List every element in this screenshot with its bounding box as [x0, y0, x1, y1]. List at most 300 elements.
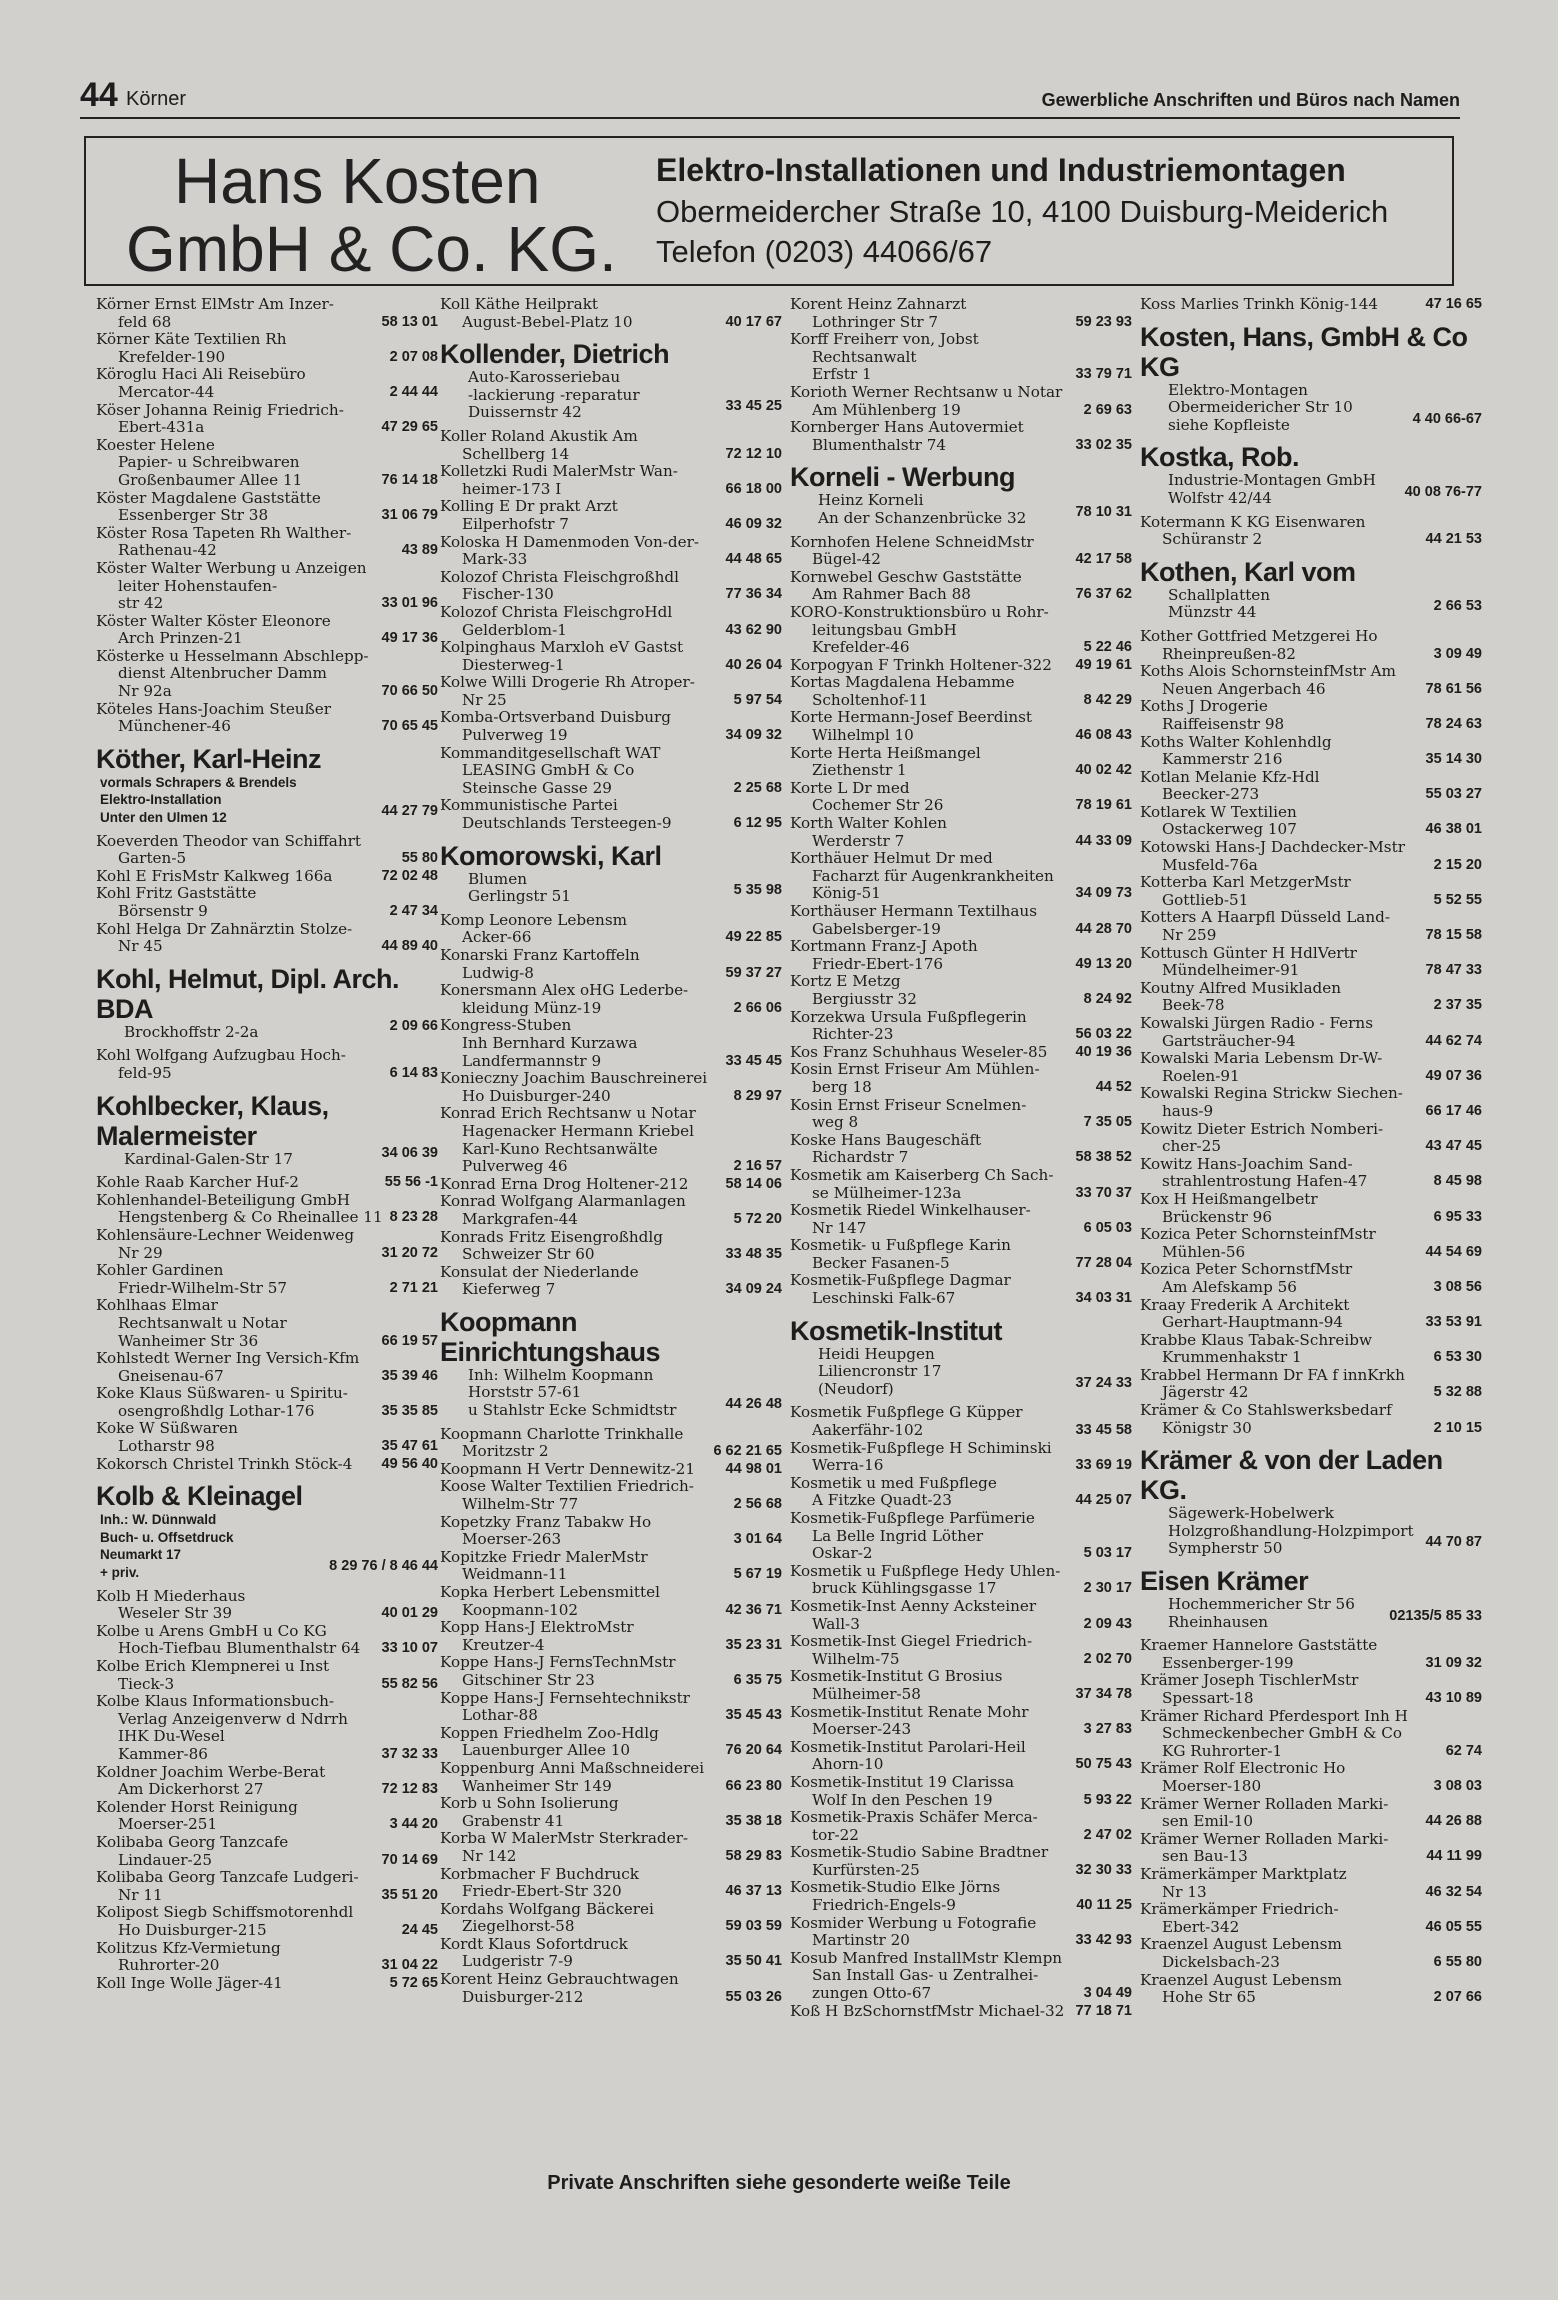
- listing-entry: [440, 1654, 782, 1689]
- listing-entry: [790, 1167, 1132, 1202]
- listing-detail-line: feld 68: [118, 312, 172, 331]
- listing-detail-line: Kieferweg 7: [462, 1280, 556, 1299]
- listing-entry: [96, 1693, 438, 1763]
- listing-detail-line: Rechtsanwalt u Notar: [118, 1313, 287, 1332]
- listing-detail-line: Essenberger-199: [1162, 1653, 1294, 1672]
- listing-entry: [96, 1456, 438, 1474]
- listing-detail-line: sen Bau-13: [1162, 1847, 1248, 1866]
- listing-name: Kohlbecker, Klaus, Malermeister: [96, 1090, 329, 1151]
- listing-entry: [1140, 980, 1482, 1015]
- listing-detail-line: Ebert-431a: [118, 418, 205, 437]
- listing-phone: 66 18 00: [725, 480, 782, 497]
- listing-phone: 44 62 74: [1425, 1032, 1482, 1049]
- listing-name: Kraenzel August Lebensm: [1140, 1970, 1342, 1989]
- listing-phone: 5 67 19: [733, 1566, 782, 1583]
- listing-detail-line: Am Alefskamp 56: [1162, 1277, 1297, 1296]
- listing-name: Kolb H Miederhaus: [96, 1586, 246, 1605]
- listing-name: Kosmetik- u Fußpflege Karin: [790, 1236, 1011, 1255]
- listing-detail-line: Richter-23: [812, 1025, 894, 1044]
- listing-entry: [790, 331, 1132, 384]
- listing-name: Kopetzky Franz Tabakw Ho: [440, 1512, 652, 1531]
- listing-name: Kolbe u Arens GmbH u Co KG: [96, 1621, 327, 1640]
- listing-phone: 77 28 04: [1075, 1254, 1132, 1271]
- listing-name: Korth Walter Kohlen: [790, 814, 947, 833]
- listing-phone: 47 29 65: [381, 419, 438, 436]
- listing-entry: [96, 1350, 438, 1385]
- listing-detail-line: Beecker-273: [1162, 785, 1260, 804]
- listing-subline: Inh.: W. Dünnwald: [100, 1512, 217, 1528]
- listing-detail-line: Gelderblom-1: [462, 620, 567, 639]
- listing-detail-line: heimer-173 I: [462, 479, 562, 498]
- listing-detail-line: Oskar-2: [812, 1544, 873, 1563]
- listing-phone: 78 47 33: [1425, 962, 1482, 979]
- listing-detail-line: Am Dickerhorst 27: [118, 1780, 264, 1799]
- listing-name: Kolb & Kleinagel: [96, 1481, 303, 1512]
- listing-detail-line: Essenberger Str 38: [118, 506, 269, 525]
- section-title: Gewerbliche Anschriften und Büros nach Namen: [1041, 90, 1460, 110]
- listing-phone: 2 47 02: [1083, 1826, 1132, 1843]
- listing-name: Kordt Klaus Sofortdruck: [440, 1934, 628, 1953]
- listing-detail-line: strahlentrostung Hafen-47: [1162, 1172, 1368, 1191]
- listing-phone: 2 56 68: [733, 1496, 782, 1513]
- listing-detail-line: Karl-Kuno Rechtsanwälte: [462, 1139, 658, 1158]
- listing-name: Kortmann Franz-J Apoth: [790, 937, 978, 956]
- listing-phone: 43 62 90: [725, 621, 782, 638]
- featured-listing: [1140, 557, 1482, 622]
- listing-detail-line: Werra-16: [812, 1456, 884, 1475]
- listing-phone: 77 36 34: [725, 586, 782, 603]
- listing-phone: 44 70 87: [1425, 1534, 1482, 1551]
- listing-phone: 6 05 03: [1083, 1219, 1132, 1236]
- listing-phone: 76 20 64: [725, 1742, 782, 1759]
- listing-phone: 55 82 56: [381, 1675, 438, 1692]
- listing-detail-line: Münzstr 44: [1168, 603, 1257, 622]
- listing-detail-line: kleidung Münz-19: [462, 998, 602, 1017]
- listing-detail-line: Werderstr 7: [812, 831, 905, 850]
- listing-phone: 33 53 91: [1425, 1314, 1482, 1331]
- listing-phone: 31 06 79: [381, 507, 438, 524]
- listing-name: Komba-Ortsverband Duisburg: [440, 708, 672, 727]
- listing-name: Konieczny Joachim Bauschreinerei: [440, 1069, 708, 1088]
- listing-phone: 02135/5 85 33: [1389, 1607, 1482, 1624]
- listing-detail-line: Nr 13: [1162, 1882, 1207, 1901]
- listing-name: Kolibaba Georg Tanzcafe Ludgeri-: [96, 1868, 359, 1887]
- listing-name: Köster Walter Köster Eleonore: [96, 611, 331, 630]
- listing-name: Kosmetik Fußpflege G Küpper: [790, 1403, 1023, 1422]
- listing-detail-line: Holzgroßhandlung-Holzpimport: [1168, 1521, 1414, 1540]
- listing-phone: 3 04 49: [1083, 1985, 1132, 2002]
- listing-phone: 3 44 20: [389, 1816, 438, 1833]
- listing-entry: [1140, 1332, 1482, 1367]
- listing-detail-line: osengroßhdlg Lothar-176: [118, 1401, 315, 1420]
- listing-phone: 58 29 83: [725, 1847, 782, 1864]
- listing-phone: 5 72 65: [389, 1974, 438, 1991]
- listing-name: Köteles Hans-Joachim Steußer: [96, 699, 331, 718]
- listing-phone: 78 10 31: [1075, 503, 1132, 520]
- listing-phone: 35 35 85: [381, 1402, 438, 1419]
- listing-phone: 76 14 18: [381, 471, 438, 488]
- listing-phone: 78 24 63: [1425, 715, 1482, 732]
- listing-phone: 46 38 01: [1425, 821, 1482, 838]
- listing-entry: [790, 419, 1132, 454]
- listing-name: Kotterba Karl MetzgerMstr: [1140, 873, 1351, 892]
- listing-name: Kopka Herbert Lebensmittel: [440, 1583, 660, 1601]
- listing-detail-line: IHK Du-Wesel: [118, 1727, 225, 1746]
- listing-subline: Buch- u. Offsetdruck: [100, 1529, 234, 1545]
- listing-detail-line: Nr 25: [462, 690, 507, 709]
- listing-phone: 33 48 35: [725, 1246, 782, 1263]
- listing-phone: 70 65 45: [381, 718, 438, 735]
- listing-phone: 2 66 06: [733, 999, 782, 1016]
- listing-name: Koppenburg Anni Maßschneiderei: [440, 1758, 705, 1777]
- listing-name: Koke Klaus Süßwaren- u Spiritu-: [96, 1384, 348, 1403]
- listing-phone: 2 44 44: [389, 383, 438, 400]
- listing-detail-line: str 42: [118, 594, 164, 613]
- listing-detail-line: Am Rahmer Bach 88: [812, 585, 971, 604]
- listing-detail-line: August-Bebel-Platz 10: [462, 312, 633, 331]
- ad-phone: Telefon (0203) 44066/67: [656, 234, 993, 269]
- listing-detail-line: Pulverweg 19: [462, 726, 568, 745]
- listing-phone: 5 93 22: [1083, 1791, 1132, 1808]
- listing-detail-line: (Neudorf): [818, 1379, 894, 1398]
- listing-entry: [1140, 1121, 1482, 1156]
- listing-entry: [440, 674, 782, 709]
- listing-phone: 49 17 36: [381, 630, 438, 647]
- listing-entry: [440, 1830, 782, 1865]
- listing-name: Konersmann Alex oHG Lederbe-: [440, 981, 689, 1000]
- listing-name: Korte Hermann-Josef Beerdinst: [790, 708, 1033, 727]
- directory-column-4: [1140, 296, 1482, 2007]
- listing-entry: [1140, 1866, 1482, 1901]
- listing-phone: 34 03 31: [1075, 1290, 1132, 1307]
- listing-detail-line: Scholtenhof-11: [812, 690, 929, 709]
- listing-phone: 4 40 66-67: [1412, 410, 1482, 427]
- listing-detail-line: Facharzt für Augenkrankheiten: [812, 866, 1054, 885]
- listing-detail-line: berg 18: [812, 1077, 872, 1096]
- listing-phone: 34 09 32: [725, 727, 782, 744]
- listing-detail-line: Wilhelm-Str 77: [462, 1495, 579, 1514]
- listing-detail-line: Hochemmericher Str 56: [1168, 1595, 1355, 1614]
- listing-detail-line: Verlag Anzeigenverw d Ndrrh: [118, 1709, 348, 1728]
- listing-detail-line: leitungsbau GmbH: [812, 620, 957, 639]
- listing-name: Koppen Friedhelm Zoo-Hdlg: [440, 1723, 659, 1742]
- listing-phone: 5 22 46: [1083, 639, 1132, 656]
- listing-phone: 33 01 96: [381, 595, 438, 612]
- listing-name: Kolozof Christa Fleischgroßhdl: [440, 567, 679, 586]
- featured-listing: [790, 462, 1132, 527]
- listing-phone: 59 03 59: [725, 1918, 782, 1935]
- listing-name: Kornberger Hans Autovermiet: [790, 418, 1024, 437]
- listing-entry: [1140, 1708, 1482, 1761]
- listing-detail-line: Mülheimer-58: [812, 1684, 921, 1703]
- listing-detail-line: Gneisenau-67: [118, 1366, 224, 1385]
- listing-name: Krämer Werner Rolladen Marki-: [1140, 1829, 1389, 1848]
- listing-subline: Neumarkt 17: [100, 1547, 182, 1563]
- listing-detail-line: Friedr-Ebert-176: [812, 954, 944, 973]
- listing-detail-line: Krefelder-46: [812, 638, 910, 657]
- listing-entry: [790, 296, 1132, 331]
- listing-entry: [440, 1725, 782, 1760]
- listing-detail-line: Blumen: [468, 869, 527, 888]
- listing-phone: 33 45 58: [1075, 1422, 1132, 1439]
- listing-detail-line: KG Ruhrorter-1: [1162, 1741, 1283, 1760]
- listing-details: [96, 1024, 438, 1042]
- listing-detail-line: feld-95: [118, 1063, 172, 1082]
- listing-entry: [1140, 1085, 1482, 1120]
- listing-name: Koopmann H Vertr Dennewitz-21: [440, 1459, 696, 1478]
- listing-detail-line: Friedrich-Engels-9: [812, 1896, 956, 1915]
- listing-name: Krämer Werner Rolladen Marki-: [1140, 1794, 1389, 1813]
- listing-entry: [1140, 628, 1482, 663]
- listing-detail-line: Nr 259: [1162, 926, 1217, 945]
- listing-phone: 44 26 48: [725, 1396, 782, 1413]
- listing-detail-line: San Install Gas- u Zentralhei-: [812, 1966, 1039, 1985]
- ad-address: Obermeidercher Straße 10, 4100 Duisburg-Meiderich: [656, 194, 1389, 229]
- listing-entry: [790, 569, 1132, 604]
- listing-entry: [1140, 1831, 1482, 1866]
- listing-detail-line: Ziethenstr 1: [812, 761, 907, 780]
- listing-name: Koths J Drogerie: [1140, 697, 1268, 716]
- listing-phone: 44 33 09: [1075, 832, 1132, 849]
- listing-name: Komorowski, Karl: [440, 840, 662, 871]
- listing-entry: [440, 745, 782, 798]
- listing-detail-line: Duisburger-212: [462, 1987, 584, 2006]
- listing-entry: [1140, 1402, 1482, 1437]
- listing-detail-line: Rheinhausen: [1168, 1612, 1269, 1631]
- listing-detail-line: Spessart-18: [1162, 1689, 1254, 1707]
- listing-phone: 32 30 33: [1075, 1861, 1132, 1878]
- listing-phone: 8 23 28: [389, 1209, 438, 1226]
- listing-name: Kosmetik-Studio Elke Jörns: [790, 1878, 1001, 1897]
- listing-entry: [1140, 1936, 1482, 1971]
- listing-entry: [96, 331, 438, 366]
- listing-detail-line: Moritzstr 2: [462, 1442, 549, 1461]
- listing-phone: 33 02 35: [1075, 436, 1132, 453]
- listing-name: Korte Herta Heißmangel: [790, 743, 981, 762]
- listing-name: Köster Rosa Tapeten Rh Walther-: [96, 523, 352, 542]
- listing-entry: [790, 1440, 1132, 1475]
- listing-name: Krämer & von der Laden KG.: [1140, 1445, 1443, 1506]
- listing-entry: [440, 912, 782, 947]
- listing-entry: [96, 1420, 438, 1455]
- listing-phone: 2 69 63: [1083, 401, 1132, 418]
- listing-entry: [790, 973, 1132, 1008]
- listing-detail-line: Kammer-86: [118, 1744, 208, 1763]
- listing-name: Kosmetik-Institut 19 Clarissa: [790, 1772, 1015, 1791]
- listing-name: Krämerkämper Friedrich-: [1140, 1900, 1339, 1919]
- listing-name: Koester Helene: [96, 435, 215, 454]
- listing-phone: 5 03 17: [1083, 1545, 1132, 1562]
- listing-name: Kotlarek W Textilien: [1140, 802, 1297, 821]
- featured-listing: [96, 964, 438, 1042]
- listing-details: [440, 871, 782, 906]
- listing-phone: 66 23 80: [725, 1777, 782, 1794]
- listing-name: Köser Johanna Reinig Friedrich-: [96, 400, 344, 419]
- listing-entry: [96, 1047, 438, 1082]
- listing-name: Korent Heinz Gebrauchtwagen: [440, 1970, 679, 1989]
- listing-entry: [1140, 1637, 1482, 1672]
- listing-detail-line: Moerser-180: [1162, 1776, 1262, 1795]
- listing-phone: 5 35 98: [733, 882, 782, 899]
- listing-phone: 6 95 33: [1433, 1208, 1482, 1225]
- listing-detail-line: Grabenstr 41: [462, 1811, 565, 1830]
- listing-entry: [440, 1619, 782, 1654]
- listing-name: Kos Franz Schuhhaus Weseler-85: [790, 1042, 1048, 1061]
- listing-detail-line: Landfermannstr 9: [462, 1051, 602, 1070]
- listing-detail-line: Krefelder-190: [118, 347, 226, 366]
- listing-detail-line: Weidmann-11: [462, 1565, 568, 1584]
- listing-phone: 3 09 49: [1433, 645, 1482, 662]
- listing-entry: [440, 1264, 782, 1299]
- featured-listing: [96, 1091, 438, 1169]
- listing-detail-line: Lothar-88: [462, 1706, 538, 1725]
- listing-detail-line: Cochemer Str 26: [812, 796, 944, 815]
- listing-entry: [96, 1799, 438, 1834]
- listing-entry: [1140, 1015, 1482, 1050]
- listing-phone: 2 25 68: [733, 779, 782, 796]
- listing-detail-line: Heidi Heupgen: [818, 1344, 935, 1363]
- listing-phone: 2 07 66: [1433, 1989, 1482, 2006]
- listing-detail-line: Schellberg 14: [462, 444, 570, 463]
- listing-entry: [96, 701, 438, 736]
- listing-detail-line: Lindauer-25: [118, 1850, 212, 1869]
- listing-name: Korthäuer Helmut Dr med: [790, 849, 993, 868]
- listing-phone: 49 22 85: [725, 929, 782, 946]
- listing-detail-line: Jägerstr 42: [1162, 1383, 1249, 1402]
- listing-entry: [96, 560, 438, 613]
- listing-detail-line: Lothringer Str 7: [812, 312, 939, 331]
- listing-detail-line: Sympherstr 50: [1168, 1539, 1283, 1558]
- listing-phone: 58 14 06: [725, 1175, 782, 1192]
- listing-phone: 78 61 56: [1425, 680, 1482, 697]
- listing-entry: [790, 1510, 1132, 1563]
- listing-phone: 33 42 93: [1075, 1932, 1132, 1949]
- listing-phone: 70 66 50: [381, 683, 438, 700]
- featured-listing: [96, 1481, 438, 1581]
- listing-entry: [790, 938, 1132, 973]
- listing-entry: [440, 1690, 782, 1725]
- listing-name: Konrad Wolfgang Alarmanlagen: [440, 1192, 686, 1211]
- listing-name: Kosmetik-Institut G Brosius: [790, 1667, 1003, 1686]
- listing-entry: [1140, 734, 1482, 769]
- listing-phone: 2 09 66: [389, 1017, 438, 1034]
- listing-detail-line: Elektro-Montagen: [1168, 380, 1308, 399]
- listing-entry: [1140, 769, 1482, 804]
- listing-detail-line: La Belle Ingrid Löther: [812, 1526, 984, 1545]
- listing-phone: 42 17 58: [1075, 551, 1132, 568]
- listing-detail-line: Hengstenberg & Co Rheinallee 11: [118, 1208, 383, 1227]
- listing-phone: 3 27 83: [1083, 1721, 1132, 1738]
- listing-phone: 33 70 37: [1075, 1184, 1132, 1201]
- listing-detail-line: Bügel-42: [812, 550, 881, 569]
- listing-phone: 55 03 26: [725, 1988, 782, 2005]
- listing-entry: [1140, 1297, 1482, 1332]
- listing-entry: [440, 1017, 782, 1070]
- listing-entry: [1140, 874, 1482, 909]
- listing-phone: 62 74: [1445, 1742, 1482, 1759]
- listing-phone: 3 01 64: [733, 1531, 782, 1548]
- listing-entry: [790, 1915, 1132, 1950]
- listing-name: Kosmetik-Institut Renate Mohr: [790, 1702, 1029, 1721]
- listing-name: Kommanditgesellschaft WAT: [440, 743, 661, 762]
- listing-name: Korzekwa Ursula Fußpflegerin: [790, 1007, 1027, 1026]
- listing-name: Kolletzki Rudi MalerMstr Wan-: [440, 462, 678, 481]
- listing-name: Korpogyan F Trinkh Holtener-322: [790, 655, 1052, 674]
- listing-phone: 43 47 45: [1425, 1138, 1482, 1155]
- listing-entry: [790, 903, 1132, 938]
- listing-phone: 59 37 27: [725, 964, 782, 981]
- listing-phone: 37 34 78: [1075, 1685, 1132, 1702]
- listing-entry: [790, 1809, 1132, 1844]
- listing-detail-line: Friedr-Ebert-Str 320: [462, 1882, 622, 1901]
- listing-phone: 7 35 05: [1083, 1114, 1132, 1131]
- listing-name: Kollender, Dietrich: [440, 339, 670, 370]
- listing-name: Kotters A Haarpfl Düsseld Land-: [1140, 908, 1390, 927]
- listing-name: Kosmetik u med Fußpflege: [790, 1473, 997, 1492]
- listing-name: Koose Walter Textilien Friedrich-: [440, 1477, 694, 1496]
- listing-phone: 8 42 29: [1083, 691, 1132, 708]
- listing-detail-line: sen Emil-10: [1162, 1812, 1254, 1831]
- listing-phone: 56 03 22: [1075, 1026, 1132, 1043]
- listing-entry: [440, 1514, 782, 1549]
- listing-phone: 46 32 54: [1425, 1883, 1482, 1900]
- listing-entry: [96, 1227, 438, 1262]
- listing-detail-line: u Stahlstr Ecke Schmidtstr: [468, 1401, 677, 1420]
- listing-detail-line: Raiffeisenstr 98: [1162, 714, 1285, 733]
- listing-name: Kolling E Dr prakt Arzt: [440, 497, 618, 516]
- listing-detail-line: Börsenstr 9: [118, 902, 208, 920]
- listing-entry: [440, 296, 782, 331]
- listing-name: Kowalski Maria Lebensm Dr-W-: [1140, 1049, 1383, 1068]
- listing-detail-line: Liliencronstr 17: [818, 1362, 942, 1381]
- listing-detail-line: Hohe Str 65: [1162, 1988, 1256, 2007]
- listing-detail-line: Gottlieb-51: [1162, 890, 1249, 909]
- listing-detail-line: cher-25: [1162, 1137, 1221, 1156]
- listing-detail-line: Becker Fasanen-5: [812, 1253, 950, 1272]
- listing-detail-line: Brockhoffstr 2-2a: [124, 1022, 259, 1041]
- listing-entry: [790, 1061, 1132, 1096]
- listing-entry: [440, 428, 782, 463]
- listing-detail-line: Großenbaumer Allee 11: [118, 470, 303, 489]
- listing-phone: 78 19 61: [1075, 797, 1132, 814]
- listing-entry: [440, 1795, 782, 1830]
- listing-entry: [440, 498, 782, 533]
- listing-detail-line: Kardinal-Galen-Str 17: [124, 1149, 293, 1168]
- listing-name: Koppe Hans-J FernsTechnMstr: [440, 1653, 676, 1672]
- listing-entry: [1140, 1367, 1482, 1402]
- listing-name: Kosmetik am Kaiserberg Ch Sach-: [790, 1165, 1054, 1184]
- listing-entry: [1140, 1050, 1482, 1085]
- listing-detail-line: weg 8: [812, 1113, 859, 1132]
- listing-phone: 33 69 19: [1075, 1457, 1132, 1474]
- listing-name: Korthäuser Hermann Textilhaus: [790, 902, 1038, 920]
- listing-entry: [790, 850, 1132, 903]
- listing-name: Kösterke u Hesselmann Abschlepp-: [96, 646, 369, 665]
- listing-detail-line: A Fitzke Quadt-23: [812, 1491, 952, 1510]
- listing-detail-line: Friedr-Wilhelm-Str 57: [118, 1278, 288, 1297]
- listing-name: Konarski Franz Kartoffeln: [440, 946, 640, 964]
- listing-name: Krabbel Hermann Dr FA f innKrkh: [1140, 1365, 1405, 1384]
- listing-entry: [96, 296, 438, 331]
- listing-entry: [440, 1584, 782, 1619]
- listing-entry: [790, 1009, 1132, 1044]
- directory-column-3: [790, 296, 1132, 2020]
- listing-name: Kotowski Hans-J Dachdecker-Mstr: [1140, 838, 1405, 857]
- listing-name: Kohl Fritz Gaststätte: [96, 884, 257, 903]
- listing-detail-line: Auto-Karosseriebau: [468, 368, 621, 387]
- listing-entry: [1140, 698, 1482, 733]
- listing-name: Kohlensäure-Lechner Weidenweg: [96, 1225, 355, 1244]
